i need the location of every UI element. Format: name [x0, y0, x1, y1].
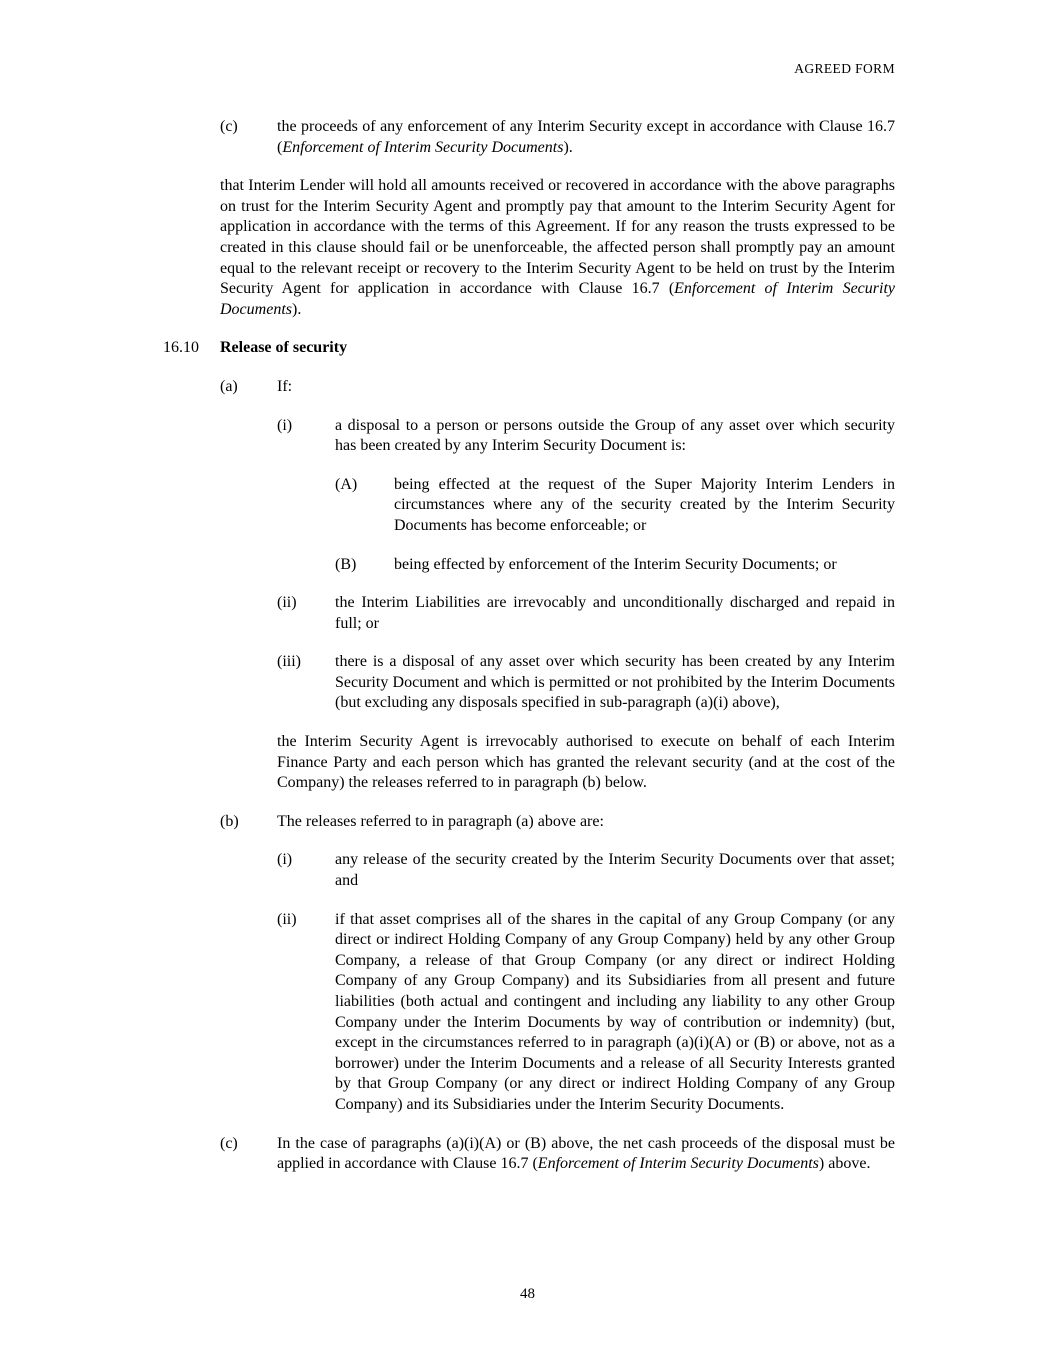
- text-run: ).: [563, 138, 573, 156]
- paragraph-text: [277, 377, 895, 398]
- text-run: if that asset comprises all of the shares in the capital of any Group Company (or any direct or indirect Holding Company of any Group Company) held by any other Group Company, a release of that Group Company (or any direct or indirect Holding Company of any Group Company) and its Subsidiaries from all present and future liabilities (both actual and contingent and including any liability to any other Group Company under the Interim Documents by way of contribution or indemnity) (but, except in the circumstances referred to in paragraph (a)(i)(A) or (B) or above, not as a borrower) under the Interim Documents and a release of all Security Interests granted by that Group Company (or any direct or indirect Holding Company of any Group Company) and its Subsidiaries under the Interim Security Documents.: [335, 910, 895, 1113]
- text-run: If:: [277, 377, 293, 395]
- paragraph-text: [335, 910, 895, 1116]
- clause-title: [220, 338, 895, 359]
- text-run: being effected at the request of the Super Majority Interim Lenders in circumstances where any of the security created by the Interim Security Documents has become enforceable; or: [394, 475, 895, 534]
- item-marker: (b): [220, 812, 239, 830]
- text-run: being effected by enforcement of the Interim Security Documents; or: [394, 555, 837, 573]
- paragraph-text: [335, 850, 895, 891]
- text-run: the Interim Security Agent is irrevocably authorised to execute on behalf of each Interim Finance Party and each person which has granted the relevant security (and at the cost of the Company) the releases referred to in paragraph (b) below.: [277, 733, 895, 792]
- paragraph-text: [335, 416, 895, 457]
- text-run: ).: [291, 300, 302, 318]
- list-item-B: [335, 555, 895, 576]
- agreed-form-header: [794, 61, 895, 77]
- text-run-italic: Enforcement of Interim Security Documents: [537, 1155, 819, 1173]
- item-marker: (i): [277, 851, 293, 869]
- list-item-ii: [277, 593, 895, 634]
- list-item-c: [220, 117, 895, 158]
- item-marker: (B): [335, 555, 357, 573]
- paragraph: [277, 732, 895, 794]
- text-run: the proceeds of any enforcement of any Interim Security except in accordance with Clause 16.7 (: [277, 118, 895, 156]
- item-marker: (a): [220, 377, 238, 395]
- item-marker: (ii): [277, 594, 297, 612]
- item-marker: (i): [277, 416, 293, 434]
- list-item-iii: [277, 652, 895, 714]
- paragraph-text: [335, 593, 895, 634]
- paragraph-text: [277, 1134, 895, 1175]
- paragraph-text: [277, 812, 895, 833]
- paragraph-text: [277, 117, 895, 158]
- list-item-a: [220, 377, 895, 398]
- document-body: [163, 117, 895, 1193]
- list-item-i: [277, 416, 895, 457]
- item-marker: (iii): [277, 653, 301, 671]
- agreed-form-label: AGREED FORM: [794, 61, 895, 76]
- text-run: that Interim Lender will hold all amounts received or recovered in accordance with the above paragraphs on trust for the Interim Security Agent and promptly pay that amount to the Interim Security Agent for application in accordance with the terms of this Agreement. If for any reason the trusts expressed to be created in this clause should fail or be unenforceable, the affected person shall promptly pay an amount equal to the relevant receipt or recovery to the Interim Security Agent to be held on trust by the Interim Security Agent for application in accordance with Clause 16.7 (: [220, 177, 895, 298]
- list-item-c: [220, 1134, 895, 1175]
- item-marker: (ii): [277, 910, 297, 928]
- list-item-i: [277, 850, 895, 891]
- list-item-b: [220, 812, 895, 833]
- paragraph-text: [394, 475, 895, 537]
- paragraph: [220, 176, 895, 320]
- item-marker: (A): [335, 475, 358, 493]
- item-marker: (c): [220, 1134, 238, 1152]
- clause-heading: [163, 338, 895, 359]
- clause-number: 16.10: [163, 339, 199, 357]
- text-run: the Interim Liabilities are irrevocably and unconditionally discharged and repaid in full; or: [335, 594, 895, 632]
- text-run-bold: Release of security: [220, 339, 348, 357]
- text-run: a disposal to a person or persons outside the Group of any asset over which security has been created by any Interim Security Document is:: [335, 416, 895, 455]
- item-marker: (c): [220, 118, 238, 135]
- text-run: there is a disposal of any asset over which security has been created by any Interim Security Document and which is permitted or not prohibited by the Interim Documents (but excluding any disposals specified in sub-paragraph (a)(i) above),: [335, 653, 895, 712]
- list-item-ii: [277, 910, 895, 1116]
- text-run: The releases referred to in paragraph (a) above are:: [277, 812, 604, 830]
- text-run-italic: Enforcement of Interim Security Documents: [220, 280, 896, 318]
- text-run-italic: Enforcement of Interim Security Documents: [282, 138, 564, 156]
- page-number: 48: [520, 1286, 535, 1302]
- list-item-A: [335, 475, 895, 537]
- text-run: In the case of paragraphs (a)(i)(A) or (B) above, the net cash proceeds of the disposal must be applied in accordance with Clause 16.7 (: [277, 1134, 895, 1173]
- text-run: any release of the security created by the Interim Security Documents over that asset; and: [335, 851, 895, 890]
- text-run: ) above.: [818, 1155, 871, 1173]
- paragraph-text: [394, 555, 895, 576]
- paragraph-text: [335, 652, 895, 714]
